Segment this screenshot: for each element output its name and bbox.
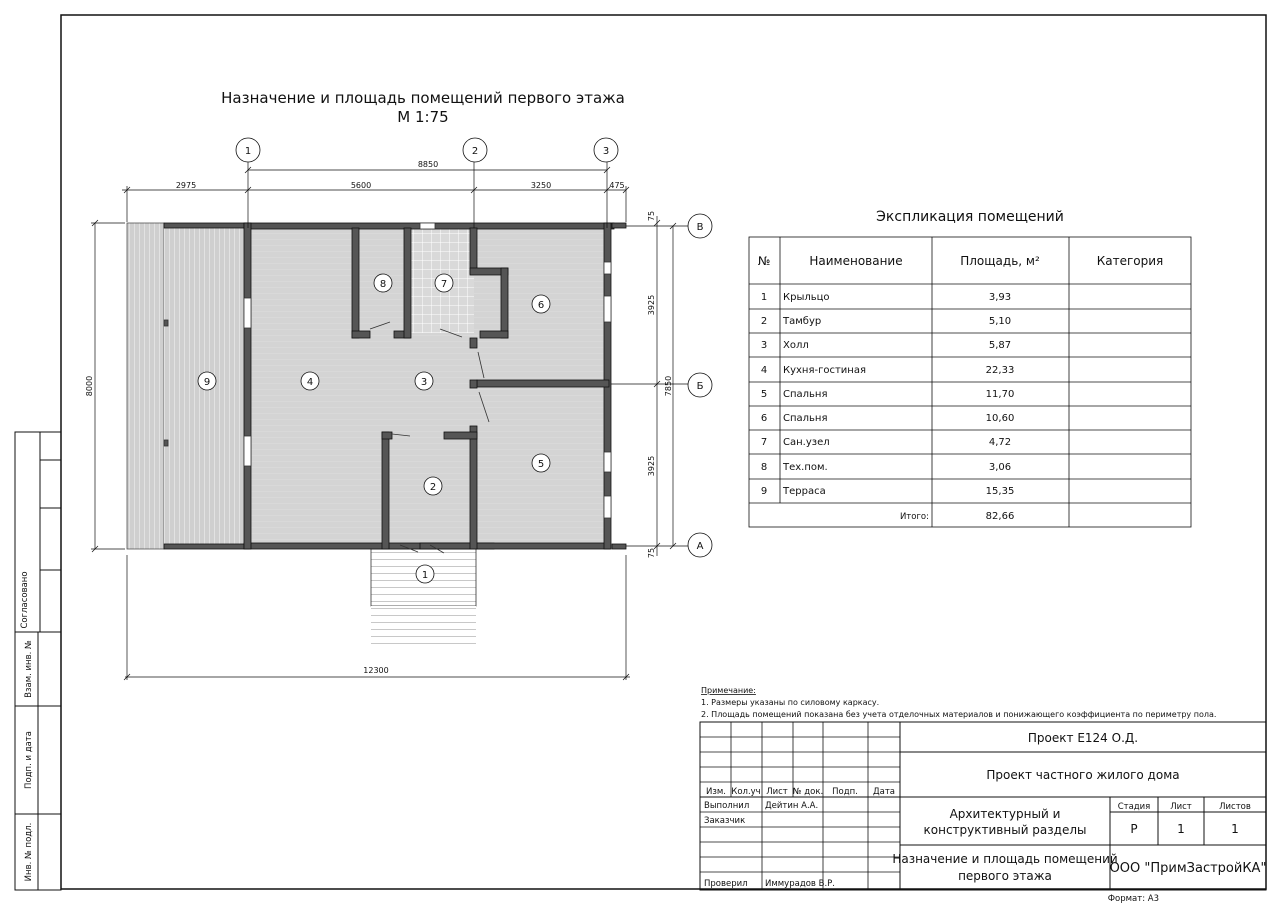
svg-text:7: 7 [760, 437, 768, 448]
plan-scale: М 1:75 [397, 108, 449, 126]
col-sign: Подп. [832, 787, 858, 797]
svg-text:8: 8 [379, 279, 387, 290]
svg-text:4: 4 [306, 377, 314, 388]
axis-bubble [688, 373, 712, 397]
porch-steps [371, 606, 476, 646]
role-check: Проверил [704, 879, 748, 889]
svg-text:8: 8 [760, 462, 768, 473]
dim-75-bottom: 75 [647, 547, 656, 559]
name-done: Дейтин А.А. [765, 801, 819, 811]
col-izm: Изм. [706, 787, 726, 797]
svg-text:3,93: 3,93 [988, 292, 1012, 303]
th-category: Категория [1096, 254, 1164, 268]
project-code: Проект Е124 О.Д. [1027, 731, 1139, 745]
svg-text:Спальня: Спальня [783, 413, 828, 424]
explication-title: Экспликация помещений [876, 209, 1064, 225]
stamp-inv-orig: Инв. № подл. [24, 822, 34, 882]
project-name: Проект частного жилого дома [986, 768, 1180, 782]
dim-7850: 7850 [664, 375, 673, 397]
notes-title: Примечание: [701, 686, 756, 695]
drawing-title-2: первого этажа [958, 869, 1052, 883]
dim-8850: 8850 [417, 160, 439, 169]
th-area: Площадь, м² [960, 254, 1040, 268]
room-label [532, 454, 550, 472]
svg-text:3: 3 [420, 377, 428, 388]
svg-text:Сан.узел: Сан.узел [783, 437, 830, 448]
svg-text:3,06: 3,06 [988, 462, 1012, 473]
terrace-steps [127, 223, 164, 549]
dim-8000: 8000 [85, 375, 94, 397]
room-label [416, 565, 434, 583]
svg-text:Крыльцо: Крыльцо [783, 292, 830, 303]
axis-bubble [463, 138, 487, 162]
svg-text:1: 1 [760, 292, 768, 303]
th-name: Наименование [809, 254, 903, 268]
section-line-2: конструктивный разделы [923, 823, 1087, 837]
dim-2975: 2975 [175, 181, 197, 190]
room-label [424, 477, 442, 495]
table-row [761, 316, 1011, 327]
role-client: Заказчик [704, 816, 746, 826]
svg-text:5: 5 [760, 389, 768, 400]
section-line-1: Архитектурный и [949, 807, 1061, 821]
stamp-sign-date: Подп. и дата [24, 731, 34, 789]
table-row [761, 389, 1015, 400]
svg-text:6: 6 [537, 300, 545, 311]
th-number: № [757, 254, 771, 268]
svg-text:15,35: 15,35 [985, 486, 1015, 497]
dim-12300: 12300 [363, 666, 389, 675]
svg-text:5: 5 [537, 459, 545, 470]
col-doc: № док. [792, 787, 824, 797]
dim-475: 475 [609, 181, 625, 190]
note-1: 1. Размеры указаны по силовому каркасу. [701, 698, 880, 707]
dim-3925-bottom: 3925 [647, 455, 656, 477]
room-label [415, 372, 433, 390]
svg-text:5,87: 5,87 [988, 340, 1012, 351]
room-label [532, 295, 550, 313]
role-done: Выполнил [704, 801, 750, 811]
table-row [761, 462, 1011, 473]
table-row [761, 340, 1011, 351]
floor-plan [85, 138, 712, 680]
svg-text:Кухня-гостиная: Кухня-гостиная [783, 365, 866, 376]
svg-text:2: 2 [760, 316, 768, 327]
room-label [435, 274, 453, 292]
svg-text:22,33: 22,33 [985, 365, 1015, 376]
svg-text:2: 2 [471, 146, 479, 157]
company-name: ООО "ПримЗастройКА" [1109, 861, 1267, 876]
svg-text:Терраса: Терраса [783, 486, 826, 497]
svg-text:3: 3 [602, 146, 610, 157]
table-row [761, 365, 1015, 376]
svg-text:Б: Б [696, 381, 704, 392]
side-stamp [15, 432, 61, 890]
col-kol: Кол.уч [731, 787, 761, 797]
svg-text:6: 6 [760, 413, 768, 424]
svg-text:4,72: 4,72 [988, 437, 1012, 448]
svg-text:Тамбур: Тамбур [783, 316, 822, 327]
dim-3925-top: 3925 [647, 294, 656, 316]
plan-title: Назначение и площадь помещений первого этажа [221, 89, 625, 107]
svg-text:9: 9 [203, 377, 211, 388]
svg-text:Спальня: Спальня [783, 389, 828, 400]
dim-75-top: 75 [647, 210, 656, 222]
svg-text:9: 9 [760, 486, 768, 497]
table-row [761, 437, 1011, 448]
svg-text:2: 2 [429, 482, 437, 493]
svg-text:1: 1 [421, 570, 429, 581]
name-check: Иммурадов В.Р. [765, 879, 835, 889]
sheet-format: Формат: А3 [1107, 894, 1159, 904]
dim-5600: 5600 [350, 181, 372, 190]
table-row [761, 292, 1011, 303]
value-stage: Р [1130, 822, 1138, 836]
stamp-inv-replace: Взам. инв. № [24, 640, 34, 698]
dim-3250: 3250 [530, 181, 552, 190]
col-list: Лист [766, 787, 788, 797]
svg-text:В: В [696, 222, 704, 233]
svg-text:А: А [696, 541, 704, 552]
svg-text:1: 1 [244, 146, 252, 157]
head-stage: Стадия [1117, 802, 1151, 812]
svg-text:3: 3 [760, 340, 768, 351]
drawing-title-1: Назначение и площадь помещений [892, 852, 1118, 866]
svg-text:5,10: 5,10 [988, 316, 1012, 327]
svg-text:Холл: Холл [783, 340, 809, 351]
total-value: 82,66 [985, 511, 1015, 522]
axis-bubble [594, 138, 618, 162]
room-label [374, 274, 392, 292]
axis-bubble [688, 533, 712, 557]
svg-text:Тех.пом.: Тех.пом. [783, 462, 828, 473]
room-label [301, 372, 319, 390]
stamp-agreed: Согласовано [20, 571, 30, 629]
room-label [198, 372, 216, 390]
value-sheets: 1 [1231, 822, 1239, 836]
svg-text:10,60: 10,60 [985, 413, 1015, 424]
note-2: 2. Площадь помещений показана без учета отделочных материалов и понижающего коэффициента по периметру пола. [701, 710, 1217, 719]
svg-text:11,70: 11,70 [985, 389, 1015, 400]
explication-table [749, 237, 1191, 527]
value-sheet: 1 [1177, 822, 1185, 836]
title-block [700, 722, 1266, 890]
axis-bubble [236, 138, 260, 162]
total-label: Итого: [899, 512, 929, 522]
svg-text:7: 7 [440, 279, 448, 290]
head-sheet: Лист [1170, 802, 1192, 812]
table-row [761, 486, 1015, 497]
table-row [761, 413, 1015, 424]
axis-bubble [688, 214, 712, 238]
svg-text:4: 4 [760, 365, 768, 376]
head-sheets: Листов [1219, 802, 1251, 812]
col-date: Дата [872, 787, 896, 797]
